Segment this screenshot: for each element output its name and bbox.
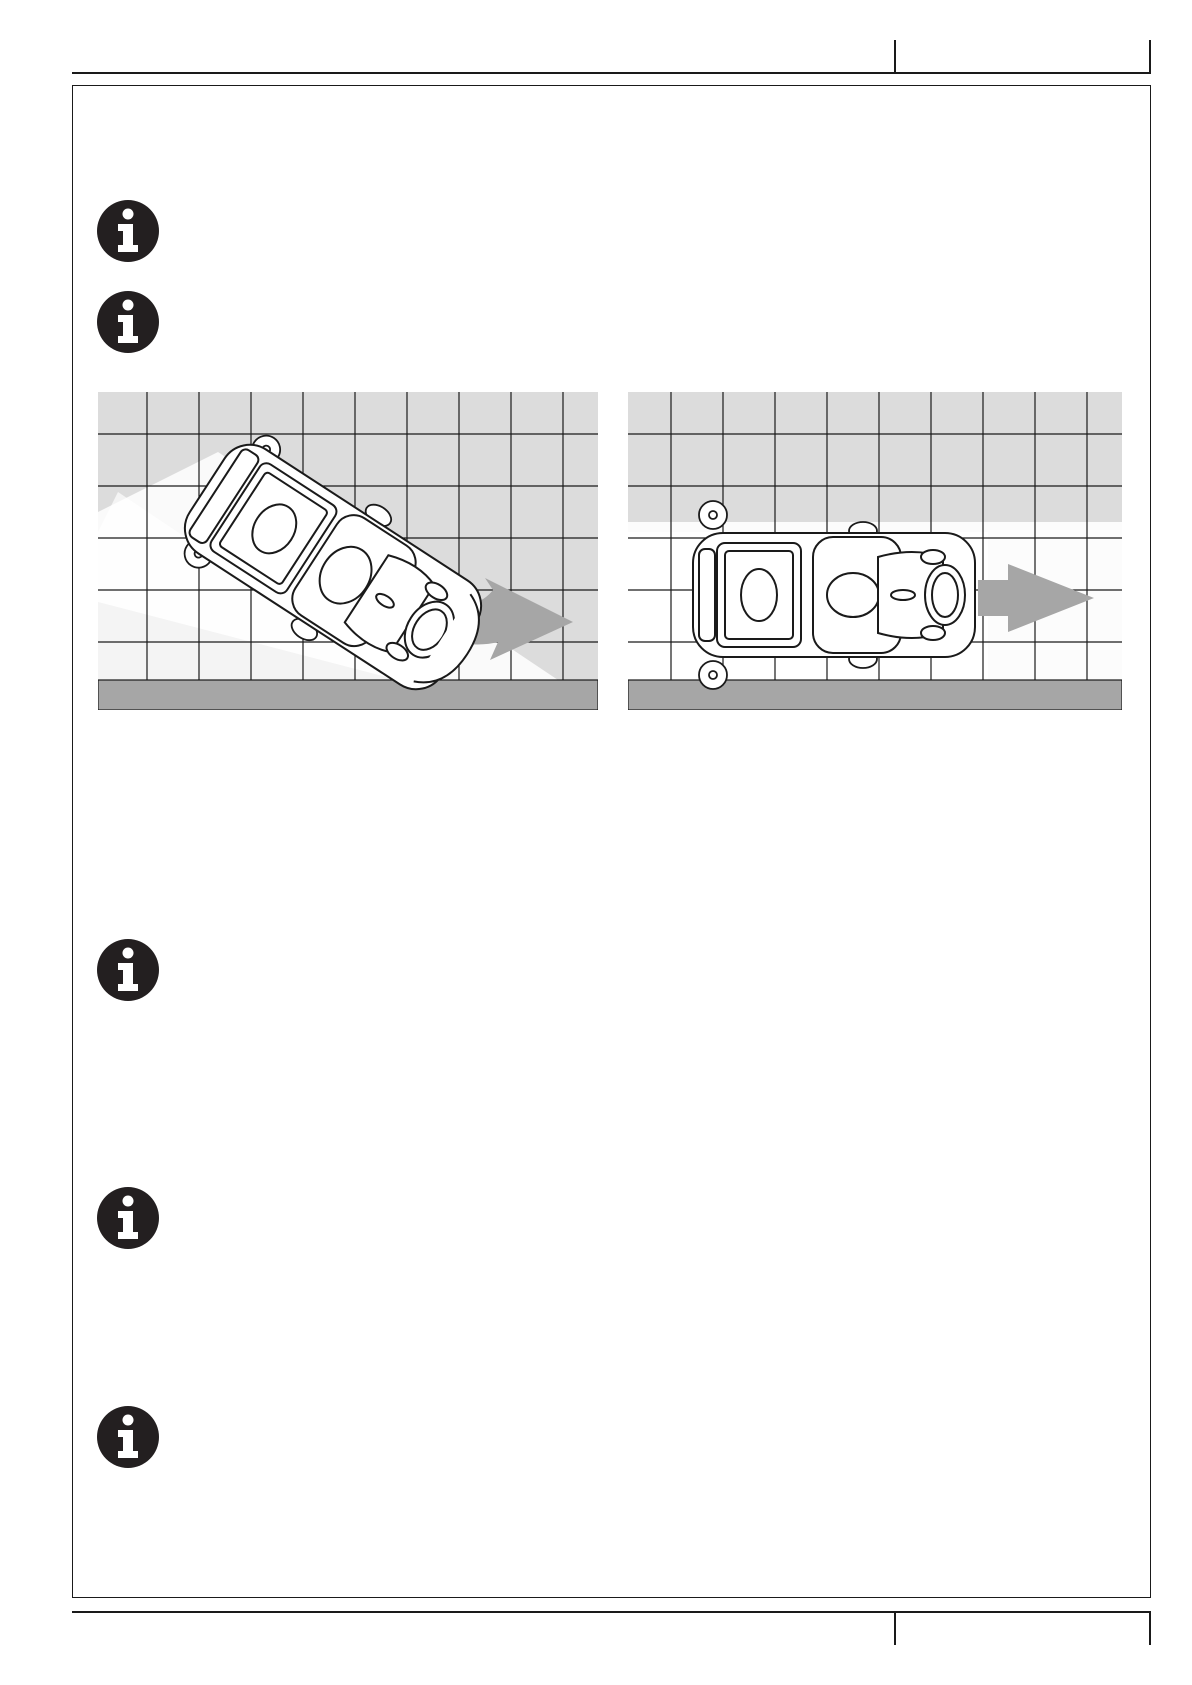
footer-divider-left — [894, 1611, 896, 1645]
info-icon — [96, 1405, 160, 1469]
content-frame — [72, 85, 1151, 1598]
info-icon — [96, 1186, 160, 1250]
curb — [98, 680, 598, 710]
figure-diagonal-approach — [98, 392, 598, 710]
figure-parallel-travel — [628, 392, 1128, 710]
footer-rule — [72, 1611, 1151, 1613]
header-rule — [72, 72, 1151, 74]
header-divider-right — [1149, 40, 1151, 73]
info-icon — [96, 290, 160, 354]
info-icon — [96, 199, 160, 263]
footer-divider-right — [1149, 1611, 1151, 1645]
info-icon — [96, 938, 160, 1002]
header-divider-left — [894, 40, 896, 73]
